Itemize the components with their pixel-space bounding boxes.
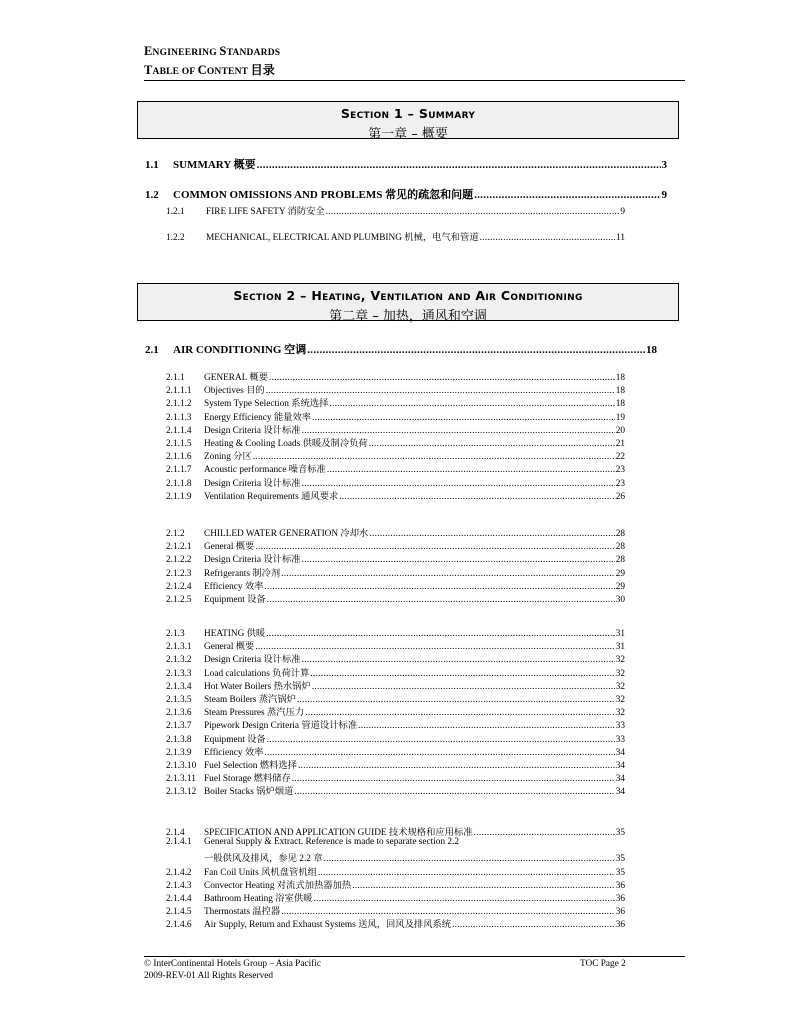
toc-entry-2-1-1-2[interactable] [166,395,625,409]
toc-entry-number: 2.1.3.6 [166,708,192,719]
toc-entry-page: 28 [615,529,625,539]
toc-entry-2-1-4-2[interactable] [166,864,625,878]
toc-entry-title: General Supply & Extract. Reference is made to separate section 2.2 [204,837,460,848]
section2-subtitle: 第二章 – 加热，通风和空调 [329,309,487,324]
toc-entry-number: 2.1.4.2 [166,867,192,878]
toc-entry-number: 2.1.3.9 [166,747,192,758]
footer-page-label: TOC Page 2 [580,959,626,969]
toc-entry-page: 36 [615,880,625,891]
toc-entry-number: 2.1.2.3 [166,568,192,579]
toc-entry-title: Design Criteria 设计标准 [204,555,301,566]
toc-entry-2-1-1-9[interactable] [166,488,625,502]
toc-entry-2-1-3-2[interactable] [166,651,625,665]
toc-entry-title: System Type Selection 系统选择 [204,399,329,410]
toc-entry-2-1[interactable]: 2.1 AIR CONDITIONING 空调 ..... 18 [145,341,657,357]
leader-dots [339,492,614,502]
toc-entry-continuation[interactable] [204,850,625,864]
toc-entry-2-1-4-6[interactable] [166,916,625,930]
toc-entry-page: 32 [615,695,625,705]
toc-entry-title: GENERAL 概要 [204,373,268,383]
toc-entry-number: 2.1.2.5 [166,595,192,605]
toc-entry-page: 36 [615,920,625,931]
toc-entry-page: 32 [615,681,625,692]
toc-entry-2-1-3-3[interactable] [166,665,625,679]
toc-entry-1-2-1[interactable]: 1.2.1 FIRE LIFE SAFETY 消防安全 ..... 9 [166,203,625,217]
toc-entry-page: 34 [615,747,625,758]
toc-entry-number: 2.1.3 [166,629,185,639]
section1-subtitle: 第一章 – 概要 [368,127,448,142]
toc-entry-page: 22 [615,452,625,463]
toc-entry-title: Equipment 设备 [204,595,266,605]
document-header-title: ENGINEERING STANDARDS [144,44,281,58]
toc-entry-title: Fan Coil Units 风机盘管机组 [204,867,317,878]
toc-entry-title: Objectives 目的 [204,386,265,397]
toc-entry-title: Ventilation Requirements 通风要求 [204,491,339,502]
toc-entry-page: 18 [615,399,625,410]
toc-entry-number: 2.1.3.8 [166,734,192,745]
header-cap-e: E [144,44,153,58]
toc-entry-number: 2.1.3.11 [166,774,196,785]
toc-entry-page: 34 [615,787,625,798]
toc-entry-page: 28 [615,542,625,553]
toc-entry-page: 23 [615,465,625,476]
toc-entry-title: Energy Efficiency 能量效率 [204,412,312,423]
toc-entry-page: 29 [615,581,625,592]
toc-entry-page: 28 [615,555,625,566]
toc-entry-page: 20 [615,425,625,436]
toc-entry-2-1-4-5[interactable] [166,903,625,917]
toc-entry-page: 35 [615,867,625,878]
toc-entry-number: 2.1.3.3 [166,668,192,679]
toc-entry-title: Bathroom Heating 浴室供暖 [204,894,313,904]
header-rule [144,80,685,81]
toc-entry-number: 2.1.3.5 [166,695,192,705]
toc-entry-number: 2.1.1.2 [166,399,192,410]
toc-entry-title: Heating & Cooling Loads 供暖及制冷负荷 [204,439,368,449]
toc-entry-title: Hot Water Boilers 热水锅炉 [204,681,311,692]
toc-entry-page: 31 [615,629,625,639]
toc-entry-2-1-2-1[interactable] [166,538,625,552]
toc-entry-page: 33 [615,734,625,745]
toc-entry-2-1-1-5[interactable] [166,435,625,449]
toc-entry-page: 26 [615,491,625,502]
toc-entry-number: 2.1.1.6 [166,452,192,463]
toc-entry-2-1-3-1[interactable] [166,638,625,652]
toc-entry-number: 2.1.1.9 [166,491,192,502]
toc-entry-1-2[interactable]: 1.2 COMMON OMISSIONS AND PROBLEMS 常见的疏忽和问题 ..... 9 [145,186,667,202]
toc-entry-page: 23 [615,478,625,489]
toc-entry-number: 2.1.4.1 [166,837,192,848]
toc-entry-number: 2.1.4.5 [166,907,192,918]
toc-entry-page: 35 [615,828,625,838]
toc-entry-number: 2.1.3.12 [166,787,197,798]
toc-entry-title: Fuel Storage 燃料储存 [204,774,291,785]
toc-entry-title: Efficiency 效率 [204,747,264,758]
header-cap-s: S [219,44,227,58]
footer-copyright: © InterContinental Hotels Group – Asia Pacific [144,959,321,969]
toc-entry-page: 18 [615,373,625,383]
toc-entry-number: 2.1.1.7 [166,465,192,476]
toc-entry-2-1-4-1[interactable] [166,837,625,847]
toc-entry-page: 34 [615,761,625,771]
toc-entry-1-2-2[interactable]: 1.2.2 MECHANICAL, ELECTRICAL AND PLUMBING 机械，电气和管道 ..... 11 [166,229,625,243]
toc-entry-number: 2.1.1.8 [166,478,192,489]
toc-entry-number: 2.1.4.4 [166,894,192,904]
toc-entry-2-1-2[interactable] [166,525,625,539]
toc-entry-number: 2.1.2 [166,529,185,539]
toc-entry-number: 2.1.3.2 [166,655,192,666]
toc-entry-2-1-1-7[interactable] [166,461,625,475]
toc-entry-number: 2.1.3.10 [166,761,197,771]
toc-entry-page: 29 [615,568,625,579]
toc-entry-2-1-1-1[interactable] [166,382,625,396]
toc-entry-title: Steam Boilers 蒸汽锅炉 [204,695,296,705]
toc-entry-number: 2.1.4.6 [166,920,192,931]
toc-entry-number: 2.1.4 [166,828,185,838]
toc-entry-2-1-1[interactable] [166,369,625,383]
toc-entry-title: Steam Pressures 蒸汽压力 [204,708,305,719]
toc-entry-page: 32 [615,668,625,679]
toc-entry-number: 2.1.1.5 [166,439,192,449]
toc-entry-page: 33 [615,721,625,732]
toc-entry-number: 2.1.3.7 [166,721,192,732]
toc-entry-title: HEATING 供暖 [204,629,266,639]
toc-entry-2-1-4-3[interactable] [166,877,625,891]
document-header-subtitle: TABLE OF CONTENT 目录 [144,63,275,77]
toc-entry-number: 2.1.1.3 [166,412,192,423]
toc-entry-2-1-4-4[interactable] [166,890,625,904]
toc-entry-number: 2.1.1.1 [166,386,192,397]
toc-entry-2-1-3-9[interactable] [166,744,625,758]
toc-entry-2-1-4[interactable] [166,824,625,838]
leader-dots [267,595,615,605]
toc-entry-page: 35 [615,854,625,865]
toc-entry-2-1-2-2[interactable] [166,551,625,565]
toc-entry-2-1-3[interactable] [166,625,625,639]
toc-entry-number: 2.1.1 [166,373,185,383]
toc-entry-title: CHILLED WATER GENERATION 冷却水 [204,529,369,539]
toc-entry-2-1-3-7[interactable] [166,717,625,731]
toc-entry-2-1-3-12[interactable] [166,783,625,797]
toc-entry-page: 19 [615,412,625,423]
toc-entry-2-1-1-6[interactable] [166,448,625,462]
toc-entry-page: 31 [615,642,625,653]
section2-heading-box [137,283,679,324]
toc-entry-title: Design Criteria 设计标准 [204,655,301,666]
toc-entry-title: Equipment 设备 [204,734,266,745]
toc-entry-number: 2.1.3.4 [166,681,192,692]
leader-dots [294,787,614,797]
footer-revision: 2009-REV-01 All Rights Reserved [144,971,274,981]
toc-entry-title: Air Supply, Return and Exhaust Systems 送风，回风及排风系统 [204,920,452,931]
toc-entry-title: Acoustic performance 噪音标准 [204,465,326,476]
toc-entry-page: 36 [615,894,625,904]
toc-entry-2-1-2-5[interactable] [166,591,625,605]
toc-entry-title: Load calculations 负荷计算 [204,668,310,679]
toc-entry-number: 2.1.2.1 [166,542,192,553]
toc-entry-page: 21 [615,439,625,449]
toc-entry-title: SPECIFICATION AND APPLICATION GUIDE 技术规格和应用标准 [204,828,473,838]
toc-entry-page: 36 [615,907,625,918]
toc-entry-title: Thermostats 温控器 [204,907,281,918]
toc-entry-title: General 概要 [204,642,255,653]
toc-entry-title: Pipework Design Criteria 管道设计标准 [204,721,358,732]
toc-entry-title: General 概要 [204,542,255,553]
toc-entry-title: Boiler Stacks 锅炉烟道 [204,787,294,798]
footer-rule [144,956,685,957]
toc-entry-2-1-3-5[interactable] [166,691,625,705]
toc-entry-number: 2.1.1.4 [166,425,192,436]
toc-entry-page: 18 [615,386,625,397]
toc-entry-2-1-1-4[interactable] [166,422,625,436]
toc-entry-number: 2.1.4.3 [166,880,192,891]
leader-dots [452,920,615,930]
toc-entry-title: Efficiency 效率 [204,581,264,592]
toc-entry-2-1-3-11[interactable] [166,770,625,784]
toc-entry-2-1-3-6[interactable] [166,704,625,718]
toc-entry-title: Convector Heating 对流式加热器加热 [204,880,352,891]
toc-entry-title: Design Criteria 设计标准 [204,425,301,436]
section1-title: Section 1 – Summary [340,106,476,121]
toc-entry-2-1-2-4[interactable] [166,578,625,592]
toc-entry-2-1-1-8[interactable] [166,475,625,489]
toc-entry-title: Refrigerants 制冷剂 [204,568,281,579]
toc-entry-2-1-2-3[interactable] [166,565,625,579]
toc-entry-page: 32 [615,655,625,666]
toc-entry-title: Zoning 分区 [204,452,252,463]
toc-entry-title: Design Criteria 设计标准 [204,478,301,489]
toc-entry-page: 34 [615,774,625,785]
toc-entry-page: 30 [615,595,625,605]
toc-entry-number: 2.1.2.4 [166,581,192,592]
toc-entry-2-1-3-4[interactable] [166,678,625,692]
section2-title: Section 2 – Heating, Ventilation and Air Conditioning [233,288,583,303]
toc-entry-title-cn: 一般供风及排风，参见 2.2 章 [204,854,323,865]
toc-entry-number: 2.1.2.2 [166,555,192,566]
toc-entry-2-1-1-3[interactable] [166,409,625,423]
toc-entry-1-1[interactable]: 1.1 SUMMARY 概要 ..... 3 [145,156,667,172]
toc-entry-title: Fuel Selection 燃料选择 [204,761,297,771]
toc-entry-2-1-3-8[interactable] [166,731,625,745]
section1-heading-box [137,101,679,142]
toc-entry-number: 2.1.3.1 [166,642,192,653]
toc-entry-page: 32 [615,708,625,719]
toc-entry-2-1-3-10[interactable] [166,757,625,771]
